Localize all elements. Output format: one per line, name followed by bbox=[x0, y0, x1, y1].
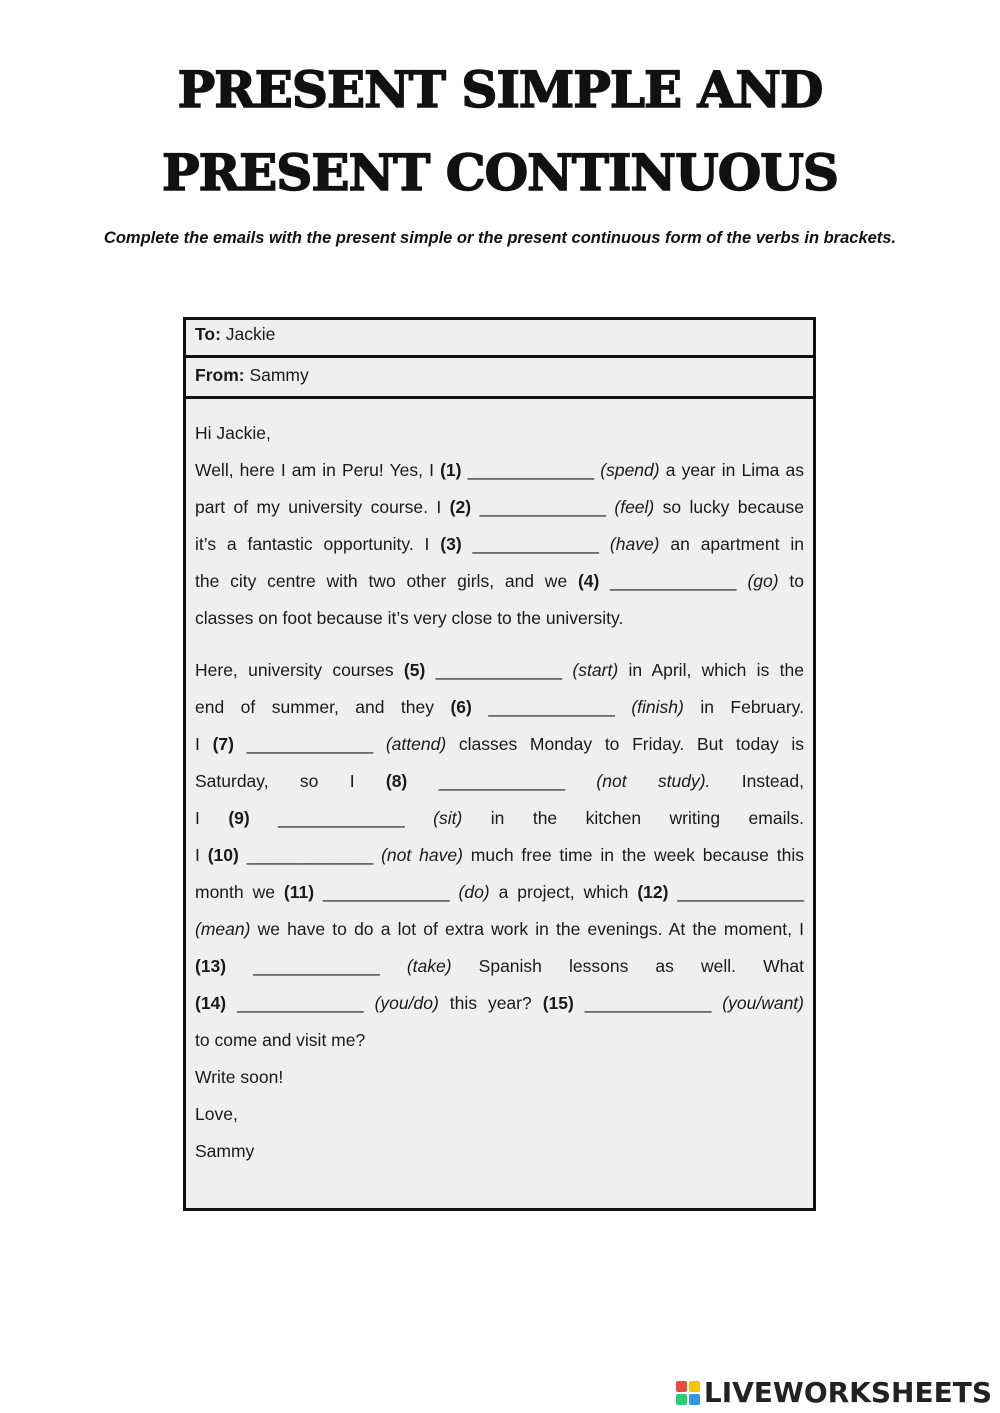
body-line: (14) _____________ (you/do) this year? (15) _____________ (you/want) bbox=[195, 985, 804, 1022]
to-label: To: bbox=[195, 324, 221, 344]
answer-blank-15[interactable]: _____________ bbox=[584, 993, 712, 1013]
logo-square-blue bbox=[689, 1394, 700, 1405]
body-line: end of summer, and they (6) _____________ (finish) in February. bbox=[195, 689, 804, 726]
answer-blank-9[interactable]: _____________ bbox=[278, 808, 405, 828]
logo-text: LIVEWORKSHEETS bbox=[703, 1376, 992, 1409]
answer-blank-4[interactable]: _____________ bbox=[610, 571, 737, 591]
answer-blank-11[interactable]: _____________ bbox=[323, 882, 450, 902]
body-line: Well, here I am in Peru! Yes, I (1) _____________ (spend) a year in Lima as bbox=[195, 452, 804, 489]
body-line: classes on foot because it’s very close to the university. bbox=[195, 608, 624, 628]
email-body bbox=[195, 415, 804, 1170]
body-line: (13) _____________ (take) Spanish lessons as well. What bbox=[195, 948, 804, 985]
answer-blank-6[interactable]: _____________ bbox=[488, 697, 615, 717]
closing-write-soon: Write soon! bbox=[195, 1067, 284, 1087]
to-value: Jackie bbox=[225, 324, 276, 344]
to-row bbox=[186, 320, 813, 358]
logo-icon bbox=[676, 1381, 700, 1405]
answer-blank-13[interactable]: _____________ bbox=[253, 956, 380, 976]
email-box bbox=[183, 317, 816, 1211]
answer-blank-10[interactable]: _____________ bbox=[246, 845, 374, 865]
answer-blank-5[interactable]: _____________ bbox=[435, 660, 563, 680]
body-line: I (9) _____________ (sit) in the kitchen writing emails. bbox=[195, 800, 804, 837]
body-line: Saturday, so I (8) _____________ (not study). Instead, bbox=[195, 763, 804, 800]
answer-blank-12[interactable]: _____________ bbox=[677, 882, 804, 902]
liveworksheets-logo bbox=[676, 1376, 992, 1409]
logo-square-yellow bbox=[689, 1381, 700, 1392]
body-line: I (10) _____________ (not have) much free time in the week because this bbox=[195, 837, 804, 874]
title-line-2: PRESENT CONTINUOUS bbox=[161, 143, 839, 202]
body-line: month we (11) _____________ (do) a project, which (12) _____________ bbox=[195, 874, 804, 911]
logo-square-green bbox=[676, 1394, 687, 1405]
from-value: Sammy bbox=[249, 365, 309, 385]
closing-love: Love, bbox=[195, 1104, 238, 1124]
answer-blank-14[interactable]: _____________ bbox=[237, 993, 364, 1013]
answer-blank-1[interactable]: _____________ bbox=[467, 460, 595, 480]
answer-blank-7[interactable]: _____________ bbox=[246, 734, 374, 754]
body-line: part of my university course. I (2) _____________ (feel) so lucky because bbox=[195, 489, 804, 526]
title-line-1: PRESENT SIMPLE AND bbox=[177, 60, 823, 119]
from-label: From: bbox=[195, 365, 245, 385]
signature: Sammy bbox=[195, 1141, 255, 1161]
body-line: to come and visit me? bbox=[195, 1030, 366, 1050]
logo-square-red bbox=[676, 1381, 687, 1392]
instructions: Complete the emails with the present simple or the present continuous form of the verbs in brackets. bbox=[103, 229, 897, 247]
greeting: Hi Jackie, bbox=[195, 423, 271, 443]
body-line: (mean) we have to do a lot of extra work in the evenings. At the moment, I bbox=[195, 919, 804, 939]
body-line: the city centre with two other girls, and we (4) _____________ (go) to bbox=[195, 563, 804, 600]
answer-blank-2[interactable]: _____________ bbox=[479, 497, 606, 517]
body-line: Here, university courses (5) _____________ (start) in April, which is the bbox=[195, 652, 804, 689]
body-line: it’s a fantastic opportunity. I (3) _____________ (have) an apartment in bbox=[195, 526, 804, 563]
body-line: I (7) _____________ (attend) classes Monday to Friday. But today is bbox=[195, 726, 804, 763]
answer-blank-3[interactable]: _____________ bbox=[472, 534, 600, 554]
from-row bbox=[186, 361, 813, 399]
answer-blank-8[interactable]: _____________ bbox=[438, 771, 566, 791]
